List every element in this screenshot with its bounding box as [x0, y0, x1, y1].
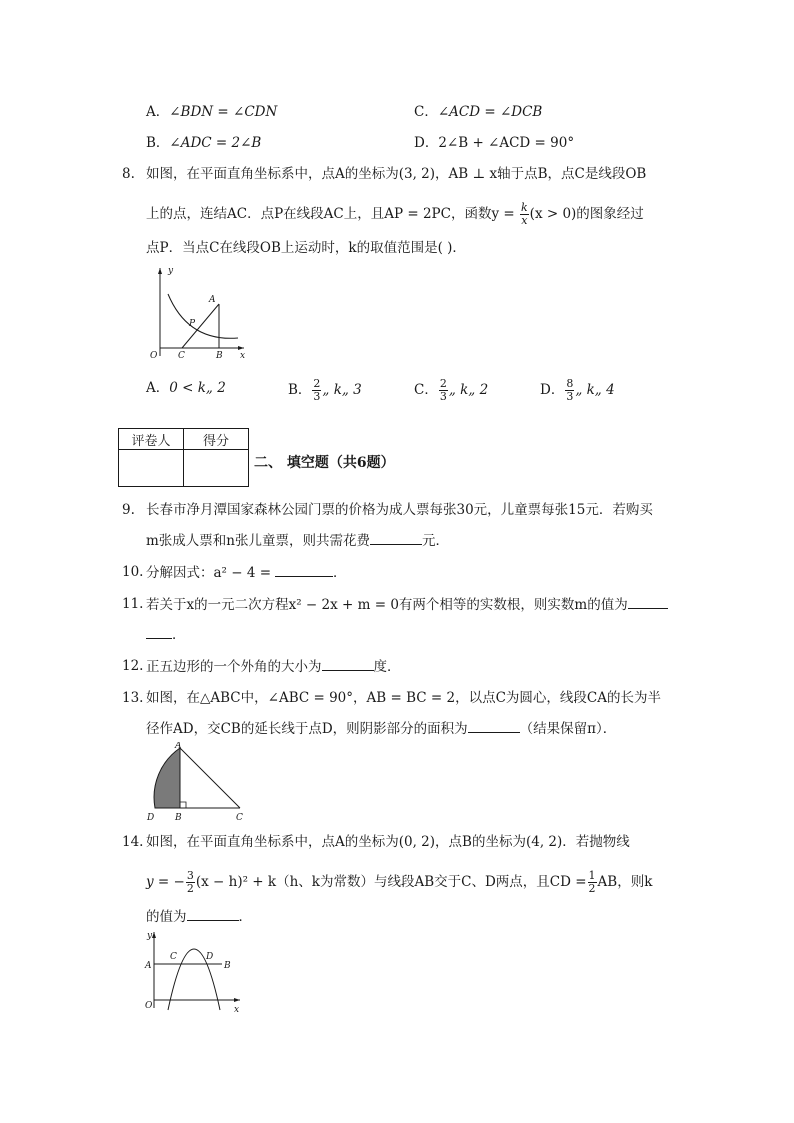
- q14-line3-text: 的值为: [146, 909, 187, 925]
- right-angle-icon: [180, 802, 186, 808]
- q8-fraction: [520, 202, 529, 227]
- q8-line1: 如图，在平面直角坐标系中，点A的坐标为(3, 2)，AB ⊥ x轴于点B，点C是线段OB: [146, 166, 647, 182]
- label-o: O: [150, 351, 158, 360]
- q14-line2: [146, 870, 652, 895]
- q10-end: ．: [333, 565, 347, 581]
- grader-cell: [119, 450, 184, 487]
- q12-line: [146, 656, 401, 677]
- y-arrow-icon: [152, 932, 156, 938]
- q9-line2-text: m张成人票和n张儿童票，则共需花费: [146, 533, 370, 549]
- x-arrow-icon: [238, 346, 244, 350]
- q8-option-c: [414, 378, 488, 403]
- q11-line1: [146, 594, 668, 615]
- q9-answer-blank[interactable]: [370, 530, 422, 545]
- label-d: D: [206, 952, 214, 962]
- label-c: C: [178, 351, 185, 360]
- q14-answer-blank[interactable]: [187, 906, 239, 921]
- option-label: B．: [288, 382, 312, 398]
- q7-option-c: [414, 102, 542, 122]
- q8-line2-text: 上的点，连结AC．点P在线段AC上，且AP = 2PC，函数y =: [146, 206, 519, 222]
- q14-line3: [146, 906, 252, 927]
- q8-option-b: [288, 378, 362, 403]
- q13-figure: [142, 742, 246, 824]
- q14-end: ．: [238, 909, 252, 925]
- option-fraction: [439, 378, 448, 403]
- q14-figure: [140, 928, 244, 1012]
- hyperbola-curve: [168, 294, 238, 338]
- fraction-denominator: 2: [186, 882, 194, 895]
- fraction-denominator: 3: [566, 390, 574, 403]
- q14-line2-mid: (x − h)² + k（h、k为常数）与线段AB交于C、D两点，且CD =: [195, 874, 587, 890]
- fraction-numerator: 3: [186, 869, 194, 882]
- q11-answer-blank[interactable]: [628, 594, 668, 609]
- q12-number: 12.: [122, 658, 144, 674]
- q9-line2-end: 元．: [422, 533, 449, 549]
- q10-text: 分解因式：a² − 4 =: [146, 565, 272, 581]
- q8-line2-text-end: (x > 0)的图象经过: [529, 206, 644, 222]
- q11-text: 若关于x的一元二次方程x² − 2x + m = 0有两个相等的实数根，则实数m的值为: [146, 597, 628, 613]
- option-label: D．: [540, 382, 565, 398]
- label-a: A: [209, 295, 216, 305]
- label-b: B: [216, 351, 223, 360]
- fraction-numerator: 1: [588, 869, 596, 882]
- q14-fraction-2: [588, 870, 597, 895]
- q11-end: ．: [172, 627, 186, 643]
- q8-option-a: [146, 378, 226, 398]
- q13-line1: 如图，在△ABC中，∠ABC = 90°，AB = BC = 2，以点C为圆心，线段CA的长为半: [146, 690, 661, 706]
- q13-line2: [146, 718, 616, 739]
- q10-line: [146, 562, 347, 583]
- q11-answer-blank-cont[interactable]: [146, 624, 172, 639]
- q14-line1: 如图，在平面直角坐标系中，点A的坐标为(0, 2)，点B的坐标为(4, 2)．若抛物线: [146, 834, 630, 850]
- option-label: A．: [146, 380, 170, 396]
- option-text: „ k„ 4: [575, 382, 615, 398]
- score-cell: [184, 450, 249, 487]
- score-table: [118, 428, 249, 487]
- q14-line2-text: y = −: [146, 874, 185, 890]
- q14-fraction-1: [186, 870, 195, 895]
- option-text: 0 < k„ 2: [169, 380, 226, 396]
- fraction-numerator: 2: [313, 377, 321, 390]
- q13-line2-text: 径作AD，交CB的延长线于点D，则阴影部分的面积为: [146, 721, 468, 737]
- option-label: C．: [414, 382, 438, 398]
- label-c: C: [236, 813, 243, 823]
- label-y: y: [147, 931, 153, 941]
- label-p: P: [189, 319, 196, 329]
- section-title: 二、 填空题（共6题）: [254, 455, 395, 471]
- option-text: „ k„ 2: [448, 382, 489, 398]
- q11-line2: [146, 624, 186, 645]
- option-label: A．: [146, 104, 170, 120]
- label-y: y: [168, 266, 174, 276]
- option-text: ∠ACD = ∠DCB: [437, 104, 543, 120]
- q9-line1: 长春市净月潭国家森林公园门票的价格为成人票每张30元，儿童票每张15元．若购买: [146, 502, 653, 518]
- q10-answer-blank[interactable]: [275, 562, 333, 577]
- fraction-numerator: 2: [439, 377, 447, 390]
- q14-number: 14.: [122, 834, 144, 850]
- label-a: A: [145, 961, 152, 971]
- option-label: C．: [414, 104, 438, 120]
- q10-number: 10.: [122, 564, 144, 580]
- q13-answer-blank[interactable]: [468, 718, 520, 733]
- grader-header: 评卷人: [119, 429, 184, 450]
- label-c: C: [170, 952, 177, 962]
- fraction-numerator: k: [521, 201, 528, 214]
- fraction-numerator: 8: [566, 377, 574, 390]
- q12-text: 正五边形的一个外角的大小为: [146, 659, 322, 675]
- q13-number: 13.: [122, 690, 144, 706]
- label-a: A: [175, 742, 182, 751]
- fraction-denominator: x: [521, 214, 528, 227]
- label-b: B: [175, 813, 182, 823]
- label-d: D: [147, 813, 155, 823]
- label-b: B: [224, 961, 231, 971]
- option-text: ∠ADC = 2∠B: [169, 135, 262, 151]
- q7-option-a: [146, 102, 277, 122]
- segment-ac: [180, 748, 240, 808]
- q14-line2-end: AB，则k: [597, 874, 653, 890]
- option-fraction: [312, 378, 321, 403]
- fraction-denominator: 2: [588, 882, 596, 895]
- q8-line3: 点P．当点C在线段OB上运动时，k的取值范围是( )．: [146, 240, 466, 256]
- fraction-denominator: 3: [313, 390, 321, 403]
- q11-number: 11.: [122, 596, 144, 612]
- option-text: 2∠B + ∠ACD = 90°: [438, 135, 575, 151]
- q9-line2: [146, 530, 449, 551]
- x-arrow-icon: [234, 998, 240, 1002]
- option-text: ∠BDN = ∠CDN: [169, 104, 278, 120]
- q8-number: 8.: [122, 166, 135, 182]
- q8-figure: [148, 264, 248, 360]
- q13-line2-end: （结果保留π）．: [519, 721, 617, 737]
- q12-answer-blank[interactable]: [322, 656, 374, 671]
- shaded-region: [154, 748, 180, 808]
- y-arrow-icon: [158, 268, 162, 274]
- score-header: 得分: [184, 429, 249, 450]
- label-x: x: [234, 1005, 240, 1012]
- segment-ac: [182, 304, 219, 348]
- option-label: D．: [414, 135, 439, 151]
- label-x: x: [240, 351, 246, 360]
- fraction-denominator: 3: [439, 390, 447, 403]
- q7-option-b: [146, 133, 261, 153]
- q8-line2: [146, 202, 644, 227]
- option-fraction: [565, 378, 574, 403]
- q7-option-d: [414, 133, 574, 153]
- label-o: O: [145, 1001, 153, 1011]
- option-text: „ k„ 3: [322, 382, 362, 398]
- q12-end: 度．: [373, 659, 401, 675]
- q9-number: 9.: [122, 502, 135, 518]
- q8-option-d: [540, 378, 615, 403]
- option-label: B．: [146, 135, 170, 151]
